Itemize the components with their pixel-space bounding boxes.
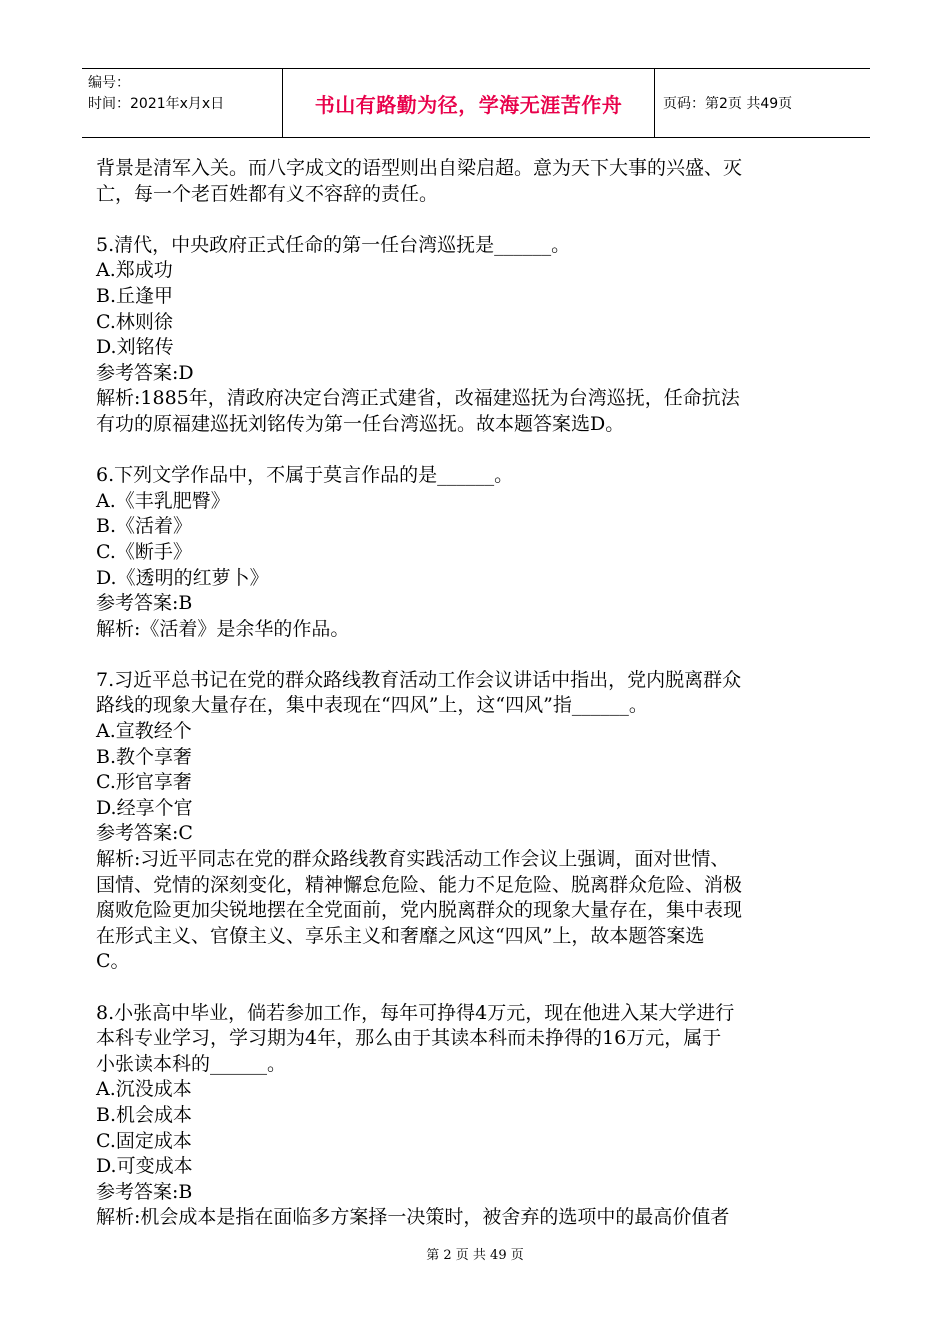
intro-paragraph — [96, 156, 858, 207]
option-d: D.可变成本 — [96, 1155, 193, 1178]
explanation-line: C。 — [96, 950, 130, 973]
option-b: B.机会成本 — [96, 1103, 193, 1126]
header-motto: 书山有路勤为径，学海无涯苦作舟 — [314, 92, 623, 117]
option-a: A.郑成功 — [96, 259, 173, 282]
question-stem: 本科专业学习，学习期为4年，那么由于其读本科而未挣得的16万元，属于 — [96, 1027, 722, 1050]
text-line: 背景是清军入关。而八字成文的语型则出自梁启超。意为天下大事的兴盛、灭 — [96, 157, 743, 179]
header-motto-cell — [282, 69, 655, 137]
text-line: 亡，每一个老百姓都有义不容辞的责任。 — [96, 182, 439, 205]
question-5 — [96, 233, 858, 438]
explanation-line: 腐败危险更加尖锐地摆在全党面前，党内脱离群众的现象大量存在，集中表现 — [96, 899, 743, 922]
option-c: C.《断手》 — [96, 540, 192, 563]
question-6 — [96, 463, 858, 642]
question-8 — [96, 1001, 858, 1231]
question-stem: 5.清代，中央政府正式任命的第一任台湾巡抚是______。 — [96, 233, 571, 256]
explanation-line: 解析:习近平同志在党的群众路线教育实践活动工作会议上强调，面对世情、 — [96, 848, 730, 871]
option-b: B.丘逢甲 — [96, 284, 174, 307]
page-footer: 第 2 页 共 49 页 — [426, 1248, 524, 1263]
option-b: B.教个享奢 — [96, 745, 193, 768]
answer: 参考答案:C — [96, 822, 193, 845]
explanation-line: 解析:机会成本是指在面临多方案择一决策时，被舍弃的选项中的最高价值者 — [96, 1206, 730, 1229]
option-a: A.宣教经个 — [96, 720, 192, 743]
explanation-line: 解析:《活着》是余华的作品。 — [96, 617, 350, 640]
explanation-line: 有功的原福建巡抚刘铭传为第一任台湾巡抚。故本题答案选D。 — [96, 412, 625, 435]
question-stem: 7.习近平总书记在党的群众路线教育活动工作会议讲话中指出，党内脱离群众 — [96, 668, 742, 691]
option-a: A.沉没成本 — [96, 1078, 192, 1101]
header-info-cell — [82, 69, 282, 137]
question-7 — [96, 668, 858, 975]
answer: 参考答案:D — [96, 361, 194, 384]
option-d: D.刘铭传 — [96, 336, 174, 359]
question-stem: 6.下列文学作品中，不属于莫言作品的是______。 — [96, 464, 514, 487]
option-c: C.林则徐 — [96, 310, 173, 333]
explanation-line: 国情、党情的深刻变化，精神懈怠危险、能力不足危险、脱离群众危险、消极 — [96, 873, 743, 896]
answer: 参考答案:B — [96, 1180, 193, 1203]
header-page-label: 页码：第2页 共49页 — [663, 96, 793, 112]
answer: 参考答案:B — [96, 592, 193, 615]
document-number-label: 编号： — [88, 75, 130, 91]
question-stem: 小张读本科的______。 — [96, 1052, 287, 1075]
explanation-line: 解析:1885年，清政府决定台湾正式建省，改福建巡抚为台湾巡抚，任命抗法 — [96, 387, 740, 410]
document-date-label: 时间：2021年x月x日 — [88, 96, 225, 112]
option-d: D.经享个官 — [96, 796, 193, 819]
page-header — [82, 68, 870, 138]
option-c: C.形官享奢 — [96, 771, 192, 794]
question-stem: 路线的现象大量存在，集中表现在“四风”上，这“四风”指______。 — [96, 694, 648, 717]
question-stem: 8.小张高中毕业，倘若参加工作，每年可挣得4万元，现在他进入某大学进行 — [96, 1001, 735, 1024]
option-c: C.固定成本 — [96, 1129, 192, 1152]
explanation-line: 在形式主义、官僚主义、享乐主义和奢靡之风这“四风”上，故本题答案选 — [96, 924, 705, 947]
option-b: B.《活着》 — [96, 515, 193, 538]
option-a: A.《丰乳肥臀》 — [96, 489, 230, 512]
option-d: D.《透明的红萝卜》 — [96, 566, 269, 589]
header-page-cell — [655, 69, 870, 137]
document-body — [96, 156, 858, 1231]
